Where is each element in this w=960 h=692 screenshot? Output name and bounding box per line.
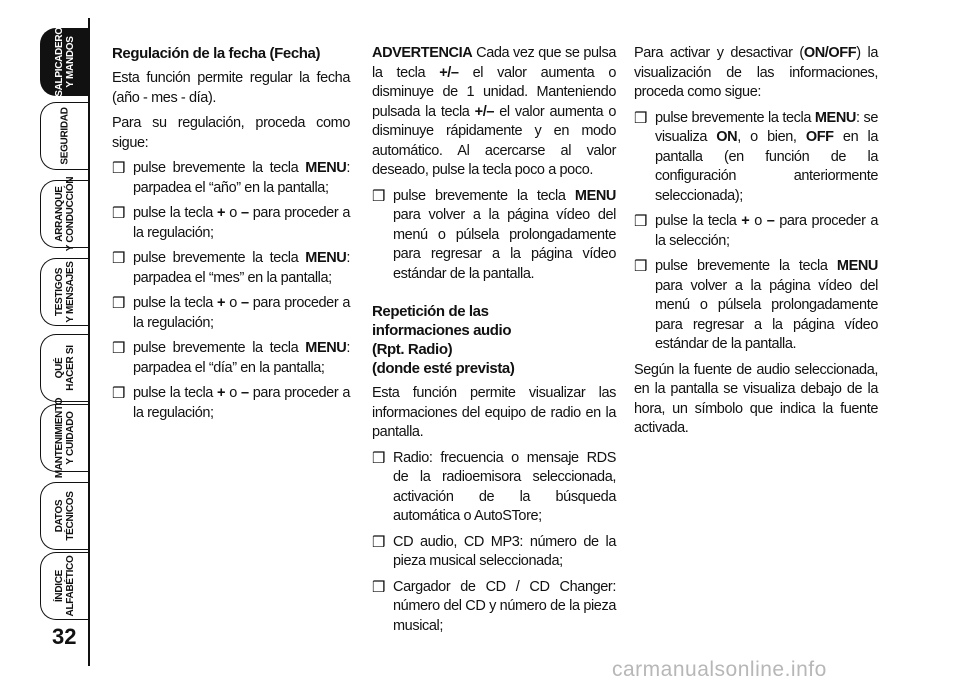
paragraph: Esta función permite visualizar las informaciones del equipo de radio en la pantalla.: [372, 385, 616, 440]
tab-label: MANTENIMIENTO Y CUIDADO: [53, 397, 76, 479]
checkbox-bullet-icon: ❒: [372, 449, 386, 467]
list-item: ❒ Cargador de CD / CD Changer: número del CD y número de la pieza musical;: [372, 578, 616, 634]
list-item: ❒ pulse la tecla + o – para proceder a la regulación;: [112, 295, 351, 331]
checkbox-bullet-icon: ❒: [372, 187, 386, 205]
checkbox-bullet-icon: ❒: [372, 578, 386, 596]
tab-indice[interactable]: [40, 552, 88, 620]
checkbox-bullet-icon: ❒: [112, 205, 126, 222]
column-1: [112, 44, 350, 429]
checkbox-bullet-icon: ❒: [112, 385, 126, 402]
tab-label: QUÉ HACER SI: [53, 345, 76, 391]
checkbox-bullet-icon: ❒: [112, 160, 126, 177]
section-sidebar: [0, 0, 92, 692]
column-3: [634, 44, 878, 445]
checkbox-bullet-icon: ❒: [634, 109, 648, 127]
list-item: ❒ CD audio, CD MP3: número de la pieza musical seleccionada;: [372, 533, 616, 569]
page-number: 32: [52, 624, 77, 649]
tab-seguridad[interactable]: [40, 102, 88, 170]
list-item: ❒ pulse la tecla + o – para proceder a la regulación;: [112, 205, 351, 241]
paragraph: Según la fuente de audio seleccionada, en la pantalla se visualiza debajo de la hora, un símbolo que indica la fuente activada.: [634, 361, 878, 436]
list-item: ❒ pulse brevemente la tecla MENU: se visualiza ON, o bien, OFF en la pantalla (en función de la configuración anteriormente seleccionada);: [634, 109, 878, 204]
list-item: ❒ pulse la tecla + o – para proceder a la selección;: [634, 213, 879, 249]
tab-label: TESTIGOS Y MENSAJES: [53, 261, 76, 323]
checkbox-bullet-icon: ❒: [112, 340, 126, 357]
checkbox-bullet-icon: ❒: [112, 250, 126, 267]
warning-title: ADVERTENCIA: [372, 45, 473, 61]
list-item: ❒ pulse brevemente la tecla MENU: parpadea el “año” en la pantalla;: [112, 160, 350, 196]
section-heading: Regulación de la fecha (Fecha): [112, 45, 321, 62]
list-item: ❒ pulse brevemente la tecla MENU: parpadea el “mes” en la pantalla;: [112, 250, 350, 286]
tab-label: SEGURIDAD: [59, 107, 70, 165]
paragraph: Para su regulación, proceda como sigue:: [112, 115, 350, 151]
list-item: ❒ pulse brevemente la tecla MENU para volver a la página vídeo del menú o púlsela prolongadamente para regresar a la página vídeo estándar de la pantalla.: [634, 258, 878, 352]
paragraph: Esta función permite regular la fecha (año - mes - día).: [112, 70, 350, 106]
tab-mantenimiento[interactable]: [40, 397, 88, 479]
list-item: ❒ pulse la tecla + o – para proceder a la regulación;: [112, 385, 351, 421]
checkbox-bullet-icon: ❒: [112, 295, 126, 312]
checkbox-bullet-icon: ❒: [372, 533, 386, 551]
tab-label: SALPICADERO Y MANDOS: [53, 27, 76, 97]
sidebar-divider: [88, 18, 90, 666]
watermark: carmanualsonline.info: [612, 658, 827, 681]
column-2: [372, 44, 616, 642]
tab-label: ÍNDICE ALFABÉTICO: [53, 555, 76, 617]
checkbox-bullet-icon: ❒: [634, 213, 648, 230]
tab-label: ARRANQUE Y CONDUCCIÓN: [53, 176, 76, 252]
list-item: ❒ pulse brevemente la tecla MENU: parpadea el “día” en la pantalla;: [112, 340, 350, 376]
tab-arranque[interactable]: [40, 176, 88, 252]
section-heading: Repetición de las informaciones audio (Rpt. Radio) (donde esté prevista): [372, 303, 515, 377]
tab-que-hacer[interactable]: [40, 334, 88, 402]
tab-datos[interactable]: [40, 482, 88, 550]
list-item: ❒ Radio: frecuencia o mensaje RDS de la radioemisora seleccionada, activación de la búsqueda automática o AutoSTore;: [372, 449, 616, 524]
tab-salpicadero[interactable]: [40, 28, 88, 96]
tab-testigos[interactable]: [40, 258, 88, 326]
checkbox-bullet-icon: ❒: [634, 258, 648, 275]
warning-paragraph: ADVERTENCIA Cada vez que se pulsa la tecla +/– el valor aumenta o disminuye de 1 unidad. Manteniendo pulsada la tecla +/– el valor aumenta o disminuye rápidamente y en modo automático. Al acercarse al valor deseado, pulse la tecla poco a poco.: [372, 45, 616, 178]
tab-label: DATOS TÉCNICOS: [53, 491, 76, 541]
list-item: ❒ pulse brevemente la tecla MENU para volver a la página vídeo del menú o púlsela prolongadamente para regresar a la página vídeo estándar de la pantalla.: [372, 187, 616, 282]
paragraph: Para activar y desactivar (ON/OFF) la visualización de las informaciones, proceda como sigue:: [634, 45, 878, 100]
